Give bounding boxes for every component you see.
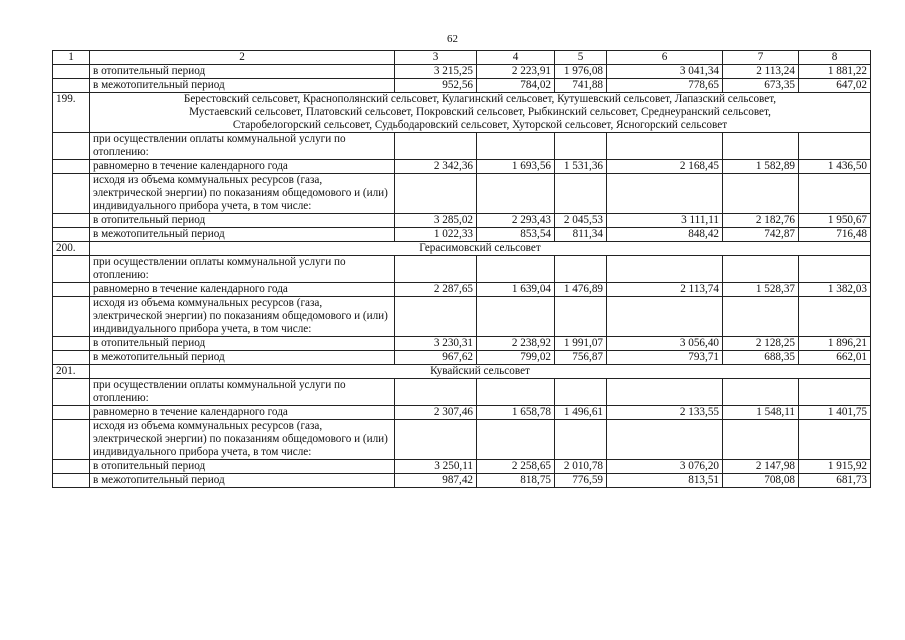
value-col-6: 3 111,11 (607, 214, 723, 228)
value-col-3 (395, 256, 477, 283)
table-row (53, 460, 871, 474)
value-col-4 (477, 256, 555, 283)
index-cell (53, 133, 90, 160)
value-col-3: 3 285,02 (395, 214, 477, 228)
value-col-3: 2 342,36 (395, 160, 477, 174)
value-col-6 (607, 133, 723, 160)
section-title-row (53, 365, 871, 379)
value-col-3 (395, 133, 477, 160)
value-col-4: 1 693,56 (477, 160, 555, 174)
value-col-8: 1 896,21 (799, 337, 871, 351)
row-label: в межотопительный период (90, 228, 395, 242)
value-col-4 (477, 379, 555, 406)
value-col-3 (395, 297, 477, 337)
index-cell (53, 379, 90, 406)
table-row (53, 406, 871, 420)
value-col-7: 742,87 (723, 228, 799, 242)
header-cell-6: 6 (607, 51, 723, 65)
value-col-7: 2 147,98 (723, 460, 799, 474)
row-label: в отопительный период (90, 337, 395, 351)
index-cell (53, 297, 90, 337)
value-col-3 (395, 379, 477, 406)
row-label: в отопительный период (90, 460, 395, 474)
index-cell (53, 256, 90, 283)
row-label: в отопительный период (90, 65, 395, 79)
table-row (53, 283, 871, 297)
value-col-8 (799, 420, 871, 460)
value-col-3: 987,42 (395, 474, 477, 488)
value-col-7: 2 182,76 (723, 214, 799, 228)
index-cell (53, 351, 90, 365)
header-cell-1: 1 (53, 51, 90, 65)
value-col-3: 1 022,33 (395, 228, 477, 242)
value-col-3: 3 215,25 (395, 65, 477, 79)
value-col-3: 2 307,46 (395, 406, 477, 420)
table-row (53, 160, 871, 174)
value-col-3 (395, 420, 477, 460)
value-col-3: 3 250,11 (395, 460, 477, 474)
value-col-4: 1 639,04 (477, 283, 555, 297)
value-col-8: 1 382,03 (799, 283, 871, 297)
section-title-line: Берестовский сельсовет, Краснополянский сельсовет, Кулагинский сельсовет, Кутушевский сельсовет, Лапазский сельсовет, (183, 93, 777, 105)
value-col-6: 3 041,34 (607, 65, 723, 79)
value-col-5: 1 496,61 (555, 406, 607, 420)
value-col-5 (555, 174, 607, 214)
row-label: равномерно в течение календарного года (90, 160, 395, 174)
value-col-8 (799, 174, 871, 214)
value-col-5: 741,88 (555, 79, 607, 93)
section-title (90, 242, 871, 256)
value-col-6 (607, 420, 723, 460)
value-col-7 (723, 174, 799, 214)
value-col-7: 1 548,11 (723, 406, 799, 420)
value-col-4: 799,02 (477, 351, 555, 365)
tariff-table (52, 50, 871, 488)
value-col-6 (607, 256, 723, 283)
value-col-7: 2 113,24 (723, 65, 799, 79)
value-col-5 (555, 256, 607, 283)
value-col-8: 1 915,92 (799, 460, 871, 474)
value-col-7: 673,35 (723, 79, 799, 93)
value-col-8: 1 401,75 (799, 406, 871, 420)
value-col-8 (799, 256, 871, 283)
value-col-5: 2 010,78 (555, 460, 607, 474)
page-number: 62 (447, 33, 458, 45)
value-col-7: 1 528,37 (723, 283, 799, 297)
index-cell (53, 160, 90, 174)
index-cell (53, 460, 90, 474)
value-col-3: 967,62 (395, 351, 477, 365)
section-title-line: Мустаевский сельсовет, Платовский сельсовет, Покровский сельсовет, Рыбкинский сельсовет, Среднеуранский сельсовет, (189, 106, 771, 118)
value-col-5: 776,59 (555, 474, 607, 488)
value-col-5: 1 976,08 (555, 65, 607, 79)
value-col-4: 2 223,91 (477, 65, 555, 79)
row-label: в отопительный период (90, 214, 395, 228)
value-col-5 (555, 420, 607, 460)
value-col-4: 784,02 (477, 79, 555, 93)
value-col-7: 688,35 (723, 351, 799, 365)
index-cell (53, 337, 90, 351)
row-label: при осуществлении оплаты коммунальной услуги по отоплению: (90, 256, 395, 283)
value-col-7 (723, 133, 799, 160)
value-col-6: 2 133,55 (607, 406, 723, 420)
section-title-line: Кувайский сельсовет (430, 365, 530, 377)
value-col-8: 681,73 (799, 474, 871, 488)
table-row (53, 297, 871, 337)
section-title-line: Старобелогорский сельсовет, Судьбодаровский сельсовет, Хуторской сельсовет, Ясногорский сельсовет (232, 119, 728, 131)
value-col-5: 1 991,07 (555, 337, 607, 351)
value-col-5: 2 045,53 (555, 214, 607, 228)
value-col-3: 3 230,31 (395, 337, 477, 351)
row-label: при осуществлении оплаты коммунальной услуги по отоплению: (90, 379, 395, 406)
value-col-7: 1 582,89 (723, 160, 799, 174)
value-col-8: 647,02 (799, 79, 871, 93)
value-col-4: 2 293,43 (477, 214, 555, 228)
value-col-4: 2 258,65 (477, 460, 555, 474)
value-col-4: 853,54 (477, 228, 555, 242)
value-col-6: 3 056,40 (607, 337, 723, 351)
header-cell-8: 8 (799, 51, 871, 65)
value-col-4 (477, 174, 555, 214)
row-label: в межотопительный период (90, 79, 395, 93)
index-cell (53, 174, 90, 214)
value-col-5: 1 476,89 (555, 283, 607, 297)
value-col-8 (799, 297, 871, 337)
value-col-6: 793,71 (607, 351, 723, 365)
index-cell (53, 406, 90, 420)
value-col-8: 1 950,67 (799, 214, 871, 228)
value-col-4: 2 238,92 (477, 337, 555, 351)
header-cell-4: 4 (477, 51, 555, 65)
value-col-5 (555, 379, 607, 406)
section-index: 200. (53, 242, 90, 256)
value-col-7 (723, 256, 799, 283)
value-col-3: 952,56 (395, 79, 477, 93)
row-label: исходя из объема коммунальных ресурсов (газа, электрической энергии) по показаниям общедомового и (или) индивидуального прибора учета, в том числе: (90, 174, 395, 214)
value-col-4: 818,75 (477, 474, 555, 488)
table-row (53, 351, 871, 365)
table-row (53, 214, 871, 228)
row-label: равномерно в течение календарного года (90, 406, 395, 420)
value-col-8 (799, 133, 871, 160)
value-col-7: 708,08 (723, 474, 799, 488)
table-row (53, 256, 871, 283)
value-col-6: 2 168,45 (607, 160, 723, 174)
section-index: 201. (53, 365, 90, 379)
value-col-5 (555, 133, 607, 160)
value-col-6: 3 076,20 (607, 460, 723, 474)
section-title (90, 93, 871, 133)
value-col-3 (395, 174, 477, 214)
value-col-7 (723, 379, 799, 406)
table-row (53, 379, 871, 406)
value-col-5 (555, 297, 607, 337)
index-cell (53, 79, 90, 93)
index-cell (53, 228, 90, 242)
table-row (53, 174, 871, 214)
value-col-4 (477, 420, 555, 460)
value-col-6: 778,65 (607, 79, 723, 93)
value-col-6 (607, 174, 723, 214)
value-col-8: 662,01 (799, 351, 871, 365)
table-row (53, 420, 871, 460)
value-col-8: 1 436,50 (799, 160, 871, 174)
value-col-7 (723, 420, 799, 460)
index-cell (53, 214, 90, 228)
row-label: исходя из объема коммунальных ресурсов (газа, электрической энергии) по показаниям общедомового и (или) индивидуального прибора учета, в том числе: (90, 297, 395, 337)
value-col-3: 2 287,65 (395, 283, 477, 297)
table-body (53, 51, 871, 488)
value-col-7 (723, 297, 799, 337)
header-cell-3: 3 (395, 51, 477, 65)
header-cell-2: 2 (90, 51, 395, 65)
index-cell (53, 474, 90, 488)
table-row (53, 474, 871, 488)
row-label: при осуществлении оплаты коммунальной услуги по отоплению: (90, 133, 395, 160)
table-row (53, 133, 871, 160)
value-col-5: 756,87 (555, 351, 607, 365)
table-row (53, 228, 871, 242)
value-col-6: 2 113,74 (607, 283, 723, 297)
value-col-8: 716,48 (799, 228, 871, 242)
value-col-4 (477, 133, 555, 160)
index-cell (53, 283, 90, 297)
section-title-row (53, 93, 871, 133)
section-title-row (53, 242, 871, 256)
value-col-4: 1 658,78 (477, 406, 555, 420)
value-col-6: 848,42 (607, 228, 723, 242)
value-col-6 (607, 379, 723, 406)
header-cell-7: 7 (723, 51, 799, 65)
header-row (53, 51, 871, 65)
table-row (53, 79, 871, 93)
section-title-line: Герасимовский сельсовет (419, 242, 541, 254)
value-col-5: 1 531,36 (555, 160, 607, 174)
row-label: в межотопительный период (90, 474, 395, 488)
value-col-8 (799, 379, 871, 406)
value-col-6 (607, 297, 723, 337)
value-col-7: 2 128,25 (723, 337, 799, 351)
section-title (90, 365, 871, 379)
row-label: в межотопительный период (90, 351, 395, 365)
row-label: исходя из объема коммунальных ресурсов (газа, электрической энергии) по показаниям общедомового и (или) индивидуального прибора учета, в том числе: (90, 420, 395, 460)
row-label: равномерно в течение календарного года (90, 283, 395, 297)
section-index: 199. (53, 93, 90, 133)
value-col-5: 811,34 (555, 228, 607, 242)
table-row (53, 337, 871, 351)
index-cell (53, 65, 90, 79)
index-cell (53, 420, 90, 460)
header-cell-5: 5 (555, 51, 607, 65)
value-col-8: 1 881,22 (799, 65, 871, 79)
table-row (53, 65, 871, 79)
value-col-4 (477, 297, 555, 337)
value-col-6: 813,51 (607, 474, 723, 488)
